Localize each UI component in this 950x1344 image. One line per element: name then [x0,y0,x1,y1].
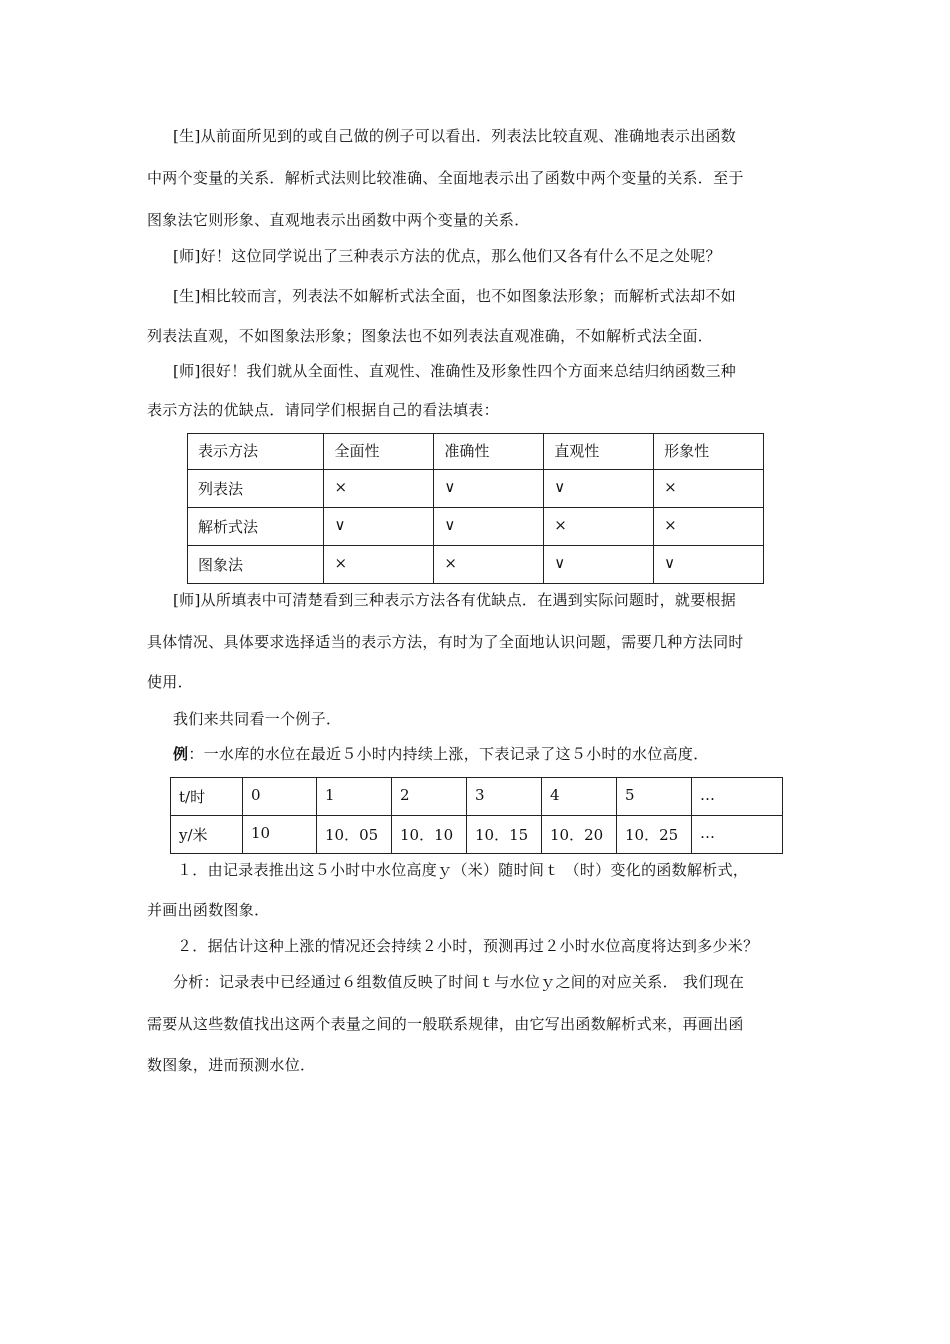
table-header-cell: 形象性 [654,434,764,470]
paragraph-line: 列表法直观，不如图象法形象；图象法也不如列表法直观准确，不如解析式法全面． [147,327,714,345]
paragraph-line: [师]很好！我们就从全面性、直观性、准确性及形象性四个方面来总结归纳函数三种 [173,362,737,380]
table-cell: 10．15 [467,816,542,854]
paragraph-line: 具体情况、具体要求选择适当的表示方法，有时为了全面地认识问题，需要几种方法同时 [147,633,744,651]
question-line: １．由记录表推出这５小时中水位高度ｙ（米）随时间ｔ （时）变化的函数解析式， [177,861,749,879]
table-cell: 1 [317,778,392,816]
paragraph-line: 表示方法的优缺点．请同学们根据自己的看法填表： [147,401,499,419]
table-cell: 解析式法 [188,508,324,546]
table-row [188,508,764,546]
table-header-row [188,434,764,470]
table-header-cell: 全面性 [324,434,434,470]
table-cell: 10．20 [542,816,617,854]
paragraph-line: 使用． [147,673,193,691]
paragraph-line: [生]从前面所见到的或自己做的例子可以看出．列表法比较直观、准确地表示出函数 [173,127,737,145]
table-cell: 2 [392,778,467,816]
table-row [171,778,783,816]
table-cell: ∨ [544,546,654,584]
paragraph-line: 中两个变量的关系．解析式法则比较准确、全面地表示出了函数中两个变量的关系．至于 [147,169,744,187]
table-cell: 列表法 [188,470,324,508]
table-cell: × [324,546,434,584]
table-row [188,546,764,584]
table-header-cell: 表示方法 [188,434,324,470]
table-cell: × [324,470,434,508]
table-row [171,816,783,854]
table-cell: … [692,778,783,816]
table-cell: × [434,546,544,584]
table-cell: t/时 [171,778,243,816]
table-cell: × [544,508,654,546]
table-cell: … [692,816,783,854]
example-label: 例 [173,745,189,763]
water-level-table [170,777,783,854]
table-cell: 4 [542,778,617,816]
table-cell: × [654,470,764,508]
table-cell: 0 [243,778,317,816]
table-cell: 10．25 [617,816,692,854]
paragraph-line: 图象法它则形象、直观地表示出函数中两个变量的关系． [147,211,530,229]
table-cell: ∨ [434,508,544,546]
table-cell: y/米 [171,816,243,854]
table-cell: 10．10 [392,816,467,854]
table-header-cell: 直观性 [544,434,654,470]
table-cell: 5 [617,778,692,816]
table-cell: 10．05 [317,816,392,854]
table-cell: ∨ [654,546,764,584]
table-cell: 3 [467,778,542,816]
analysis-line: 数图象，进而预测水位． [147,1056,316,1074]
table-cell: ∨ [434,470,544,508]
paragraph-line: [师]好！这位同学说出了三种表示方法的优点，那么他们又各有什么不足之处呢？ [173,247,721,265]
table-cell: ∨ [544,470,654,508]
table-header-cell: 准确性 [434,434,544,470]
table-cell: 图象法 [188,546,324,584]
example-line [173,744,709,764]
analysis-line: 分析：记录表中已经通过６组数值反映了时间ｔ与水位ｙ之间的对应关系． 我们现在 [173,973,745,991]
table-cell: × [654,508,764,546]
paragraph-line: 我们来共同看一个例子． [173,710,342,728]
table-cell: 10 [243,816,317,854]
question-line: ２．据估计这种上涨的情况还会持续２小时，预测再过２小时水位高度将达到多少米？ [177,937,759,955]
comparison-table [187,433,764,584]
paragraph-line: [生]相比较而言，列表法不如解析式法全面，也不如图象法形象；而解析式法却不如 [173,287,737,305]
example-text: ：一水库的水位在最近５小时内持续上涨，下表记录了这５小时的水位高度． [188,745,709,763]
question-line: 并画出函数图象． [147,901,270,919]
table-cell: ∨ [324,508,434,546]
paragraph-line: [师]从所填表中可清楚看到三种表示方法各有优缺点．在遇到实际问题时，就要根据 [173,591,737,609]
analysis-line: 需要从这些数值找出这两个表量之间的一般联系规律，由它写出函数解析式来，再画出函 [147,1015,744,1033]
table-row [188,470,764,508]
